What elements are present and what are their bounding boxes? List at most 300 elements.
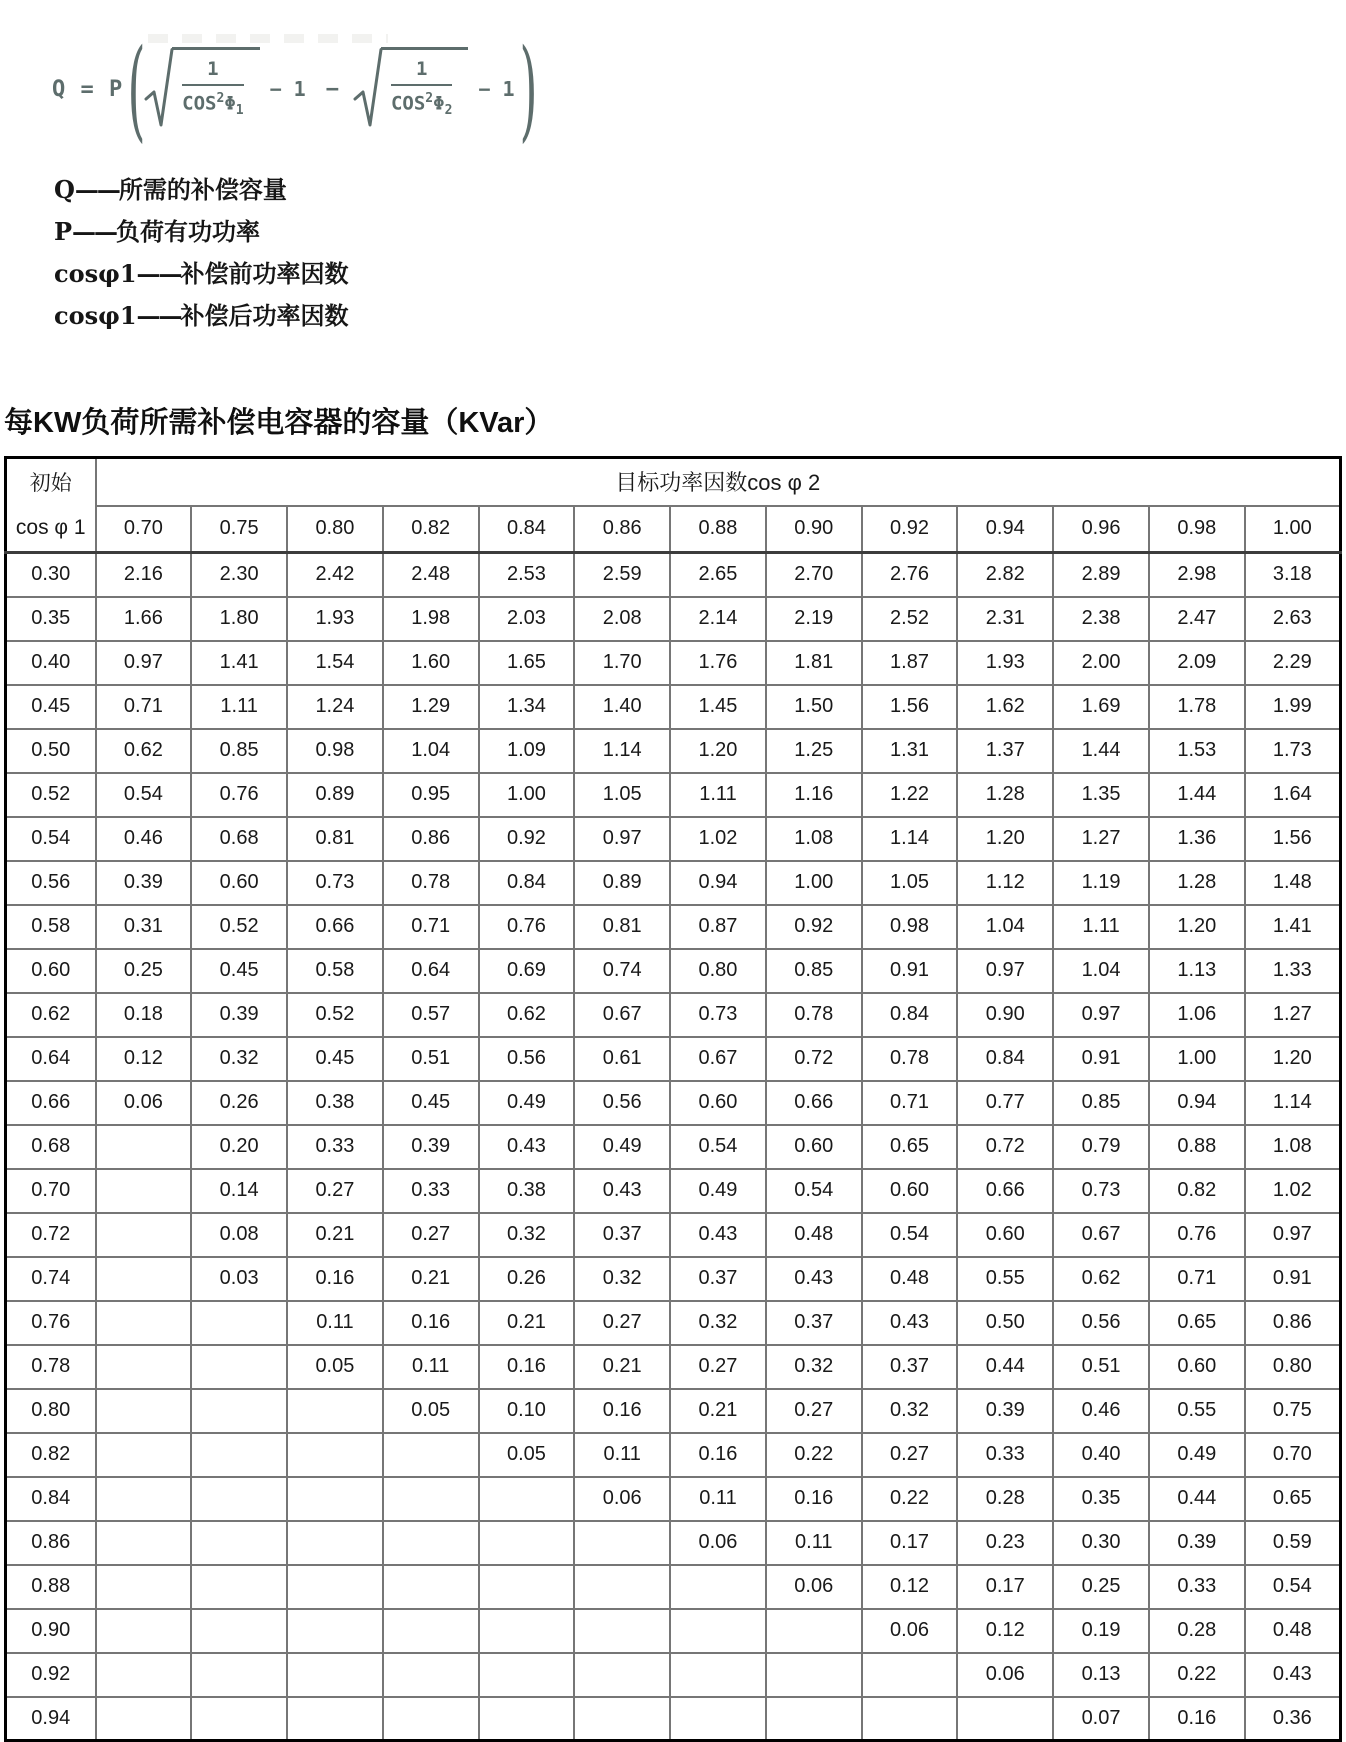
table-cell: 1.78 — [1149, 685, 1245, 729]
radical-icon — [144, 47, 174, 131]
table-cell: 1.98 — [383, 597, 479, 641]
table-cell: 2.29 — [1245, 641, 1341, 685]
table-cell: 0.27 — [766, 1389, 862, 1433]
table-cell — [96, 1301, 192, 1345]
table-cell: 0.05 — [287, 1345, 383, 1389]
row-label: 0.90 — [6, 1609, 96, 1653]
table-cell: 0.26 — [479, 1257, 575, 1301]
legend-text: 补偿后功率因数 — [180, 303, 349, 330]
table-cell: 0.20 — [191, 1125, 287, 1169]
table-cell — [191, 1477, 287, 1521]
row-label: 0.64 — [6, 1037, 96, 1081]
table-cell: 0.32 — [191, 1037, 287, 1081]
table-cell: 0.05 — [479, 1433, 575, 1477]
table-cell — [191, 1565, 287, 1609]
table-cell: 0.38 — [287, 1081, 383, 1125]
table-cell: 1.00 — [479, 773, 575, 817]
table-row — [6, 1213, 1341, 1257]
table-row — [6, 1477, 1341, 1521]
table-cell: 0.52 — [287, 993, 383, 1037]
cos-text: COS — [390, 92, 426, 115]
table-cell: 0.56 — [479, 1037, 575, 1081]
table-cell — [287, 1697, 383, 1741]
subscript-1: 1 — [235, 103, 244, 119]
row-label: 0.54 — [6, 817, 96, 861]
table-cell: 2.48 — [383, 553, 479, 597]
phi-symbol: Φ — [224, 92, 236, 115]
table-cell: 1.11 — [1053, 905, 1149, 949]
legend-item-cosphi1 — [54, 254, 1346, 296]
table-cell: 0.52 — [191, 905, 287, 949]
table-cell: 3.18 — [1245, 553, 1341, 597]
table-cell: 0.40 — [1053, 1433, 1149, 1477]
column-header: 0.96 — [1053, 506, 1149, 553]
row-label: 0.78 — [6, 1345, 96, 1389]
table-cell: 0.11 — [574, 1433, 670, 1477]
table-cell: 1.08 — [1245, 1125, 1341, 1169]
table-cell: 0.67 — [1053, 1213, 1149, 1257]
table-cell: 0.56 — [574, 1081, 670, 1125]
table-cell: 0.67 — [574, 993, 670, 1037]
table-cell: 0.98 — [862, 905, 958, 949]
table-cell: 0.64 — [383, 949, 479, 993]
table-cell: 0.60 — [191, 861, 287, 905]
table-cell: 0.16 — [1149, 1697, 1245, 1741]
table-cell: 0.55 — [957, 1257, 1053, 1301]
table-row — [6, 1697, 1341, 1741]
table-cell: 2.65 — [670, 553, 766, 597]
table-row — [6, 1565, 1341, 1609]
table-cell: 1.50 — [766, 685, 862, 729]
row-label: 0.35 — [6, 597, 96, 641]
table-cell: 0.55 — [1149, 1389, 1245, 1433]
table-cell — [479, 1565, 575, 1609]
column-header: 0.80 — [287, 506, 383, 553]
table-cell: 2.52 — [862, 597, 958, 641]
span-header-row — [6, 458, 1341, 506]
table-cell: 0.21 — [479, 1301, 575, 1345]
row-label: 0.50 — [6, 729, 96, 773]
table-cell: 0.89 — [574, 861, 670, 905]
row-label: 0.86 — [6, 1521, 96, 1565]
table-row — [6, 1345, 1341, 1389]
legend-symbol: cosφ1 — [54, 259, 137, 288]
table-cell: 0.21 — [287, 1213, 383, 1257]
table-cell: 1.14 — [1245, 1081, 1341, 1125]
table-cell: 1.20 — [1149, 905, 1245, 949]
table-row — [6, 773, 1341, 817]
exponent: 2 — [425, 91, 434, 106]
table-cell: 1.13 — [1149, 949, 1245, 993]
table-cell: 0.16 — [766, 1477, 862, 1521]
table-cell: 0.84 — [957, 1037, 1053, 1081]
table-cell: 1.02 — [670, 817, 766, 861]
row-label: 0.68 — [6, 1125, 96, 1169]
row-label: 0.80 — [6, 1389, 96, 1433]
table-cell — [287, 1477, 383, 1521]
table-cell: 0.39 — [1149, 1521, 1245, 1565]
row-label: 0.60 — [6, 949, 96, 993]
table-cell: 1.19 — [1053, 861, 1149, 905]
table-cell: 0.65 — [862, 1125, 958, 1169]
table-cell: 0.86 — [1245, 1301, 1341, 1345]
table-cell: 0.37 — [862, 1345, 958, 1389]
table-cell: 2.31 — [957, 597, 1053, 641]
column-header: 0.92 — [862, 506, 958, 553]
table-cell: 0.85 — [1053, 1081, 1149, 1125]
table-cell: 0.39 — [191, 993, 287, 1037]
table-cell: 0.73 — [1053, 1169, 1149, 1213]
table-cell: 0.72 — [766, 1037, 862, 1081]
table-cell: 0.54 — [1245, 1565, 1341, 1609]
table-cell: 2.70 — [766, 553, 862, 597]
table-cell — [383, 1477, 479, 1521]
table-cell: 2.09 — [1149, 641, 1245, 685]
table-cell: 1.62 — [957, 685, 1053, 729]
table-cell: 0.97 — [574, 817, 670, 861]
table-cell: 0.43 — [862, 1301, 958, 1345]
table-cell: 1.05 — [862, 861, 958, 905]
table-cell: 0.89 — [287, 773, 383, 817]
table-cell: 0.23 — [957, 1521, 1053, 1565]
column-header: 0.98 — [1149, 506, 1245, 553]
table-cell: 0.22 — [862, 1477, 958, 1521]
table-cell: 0.12 — [862, 1565, 958, 1609]
table-row — [6, 817, 1341, 861]
table-cell: 0.36 — [1245, 1697, 1341, 1741]
table-cell: 1.41 — [191, 641, 287, 685]
table-cell: 1.64 — [1245, 773, 1341, 817]
minus-one-2: − 1 — [478, 77, 515, 101]
table-cell — [479, 1477, 575, 1521]
cos-text: COS — [182, 92, 217, 115]
table-cell: 1.93 — [957, 641, 1053, 685]
table-cell: 0.17 — [957, 1565, 1053, 1609]
minus-separator: − — [325, 76, 339, 102]
table-cell: 0.71 — [862, 1081, 958, 1125]
table-cell: 1.04 — [383, 729, 479, 773]
table-cell: 0.97 — [957, 949, 1053, 993]
table-cell: 0.66 — [287, 905, 383, 949]
table-cell: 0.43 — [766, 1257, 862, 1301]
table-row — [6, 1389, 1341, 1433]
table-row — [6, 1521, 1341, 1565]
table-cell — [191, 1389, 287, 1433]
table-cell: 1.22 — [862, 773, 958, 817]
table-cell: 1.76 — [670, 641, 766, 685]
table-cell: 0.12 — [96, 1037, 192, 1081]
table-cell — [191, 1345, 287, 1389]
table-cell: 0.61 — [574, 1037, 670, 1081]
table-cell: 2.53 — [479, 553, 575, 597]
table-cell: 0.85 — [766, 949, 862, 993]
sqrt-term-1 — [144, 47, 259, 131]
table-cell: 0.97 — [96, 641, 192, 685]
denominator-2 — [391, 90, 452, 118]
table-cell: 1.93 — [287, 597, 383, 641]
table-cell: 0.06 — [862, 1609, 958, 1653]
table-cell: 0.65 — [1149, 1301, 1245, 1345]
table-cell — [191, 1697, 287, 1741]
table-cell — [191, 1521, 287, 1565]
table-cell — [383, 1521, 479, 1565]
table-cell: 0.56 — [1053, 1301, 1149, 1345]
table-cell — [287, 1433, 383, 1477]
table-cell: 0.98 — [287, 729, 383, 773]
table-cell: 0.27 — [670, 1345, 766, 1389]
table-cell: 1.27 — [1053, 817, 1149, 861]
table-cell: 0.88 — [1149, 1125, 1245, 1169]
table-cell: 0.11 — [287, 1301, 383, 1345]
row-label: 0.82 — [6, 1433, 96, 1477]
legend-dash: —— — [72, 217, 117, 246]
table-cell: 0.45 — [287, 1037, 383, 1081]
table-cell — [766, 1697, 862, 1741]
table-cell: 0.59 — [1245, 1521, 1341, 1565]
table-cell: 0.84 — [479, 861, 575, 905]
table-cell: 1.28 — [957, 773, 1053, 817]
table-row — [6, 553, 1341, 597]
table-cell: 1.41 — [1245, 905, 1341, 949]
table-cell: 0.62 — [96, 729, 192, 773]
table-cell: 0.30 — [1053, 1521, 1149, 1565]
column-header: 0.88 — [670, 506, 766, 553]
table-cell: 1.53 — [1149, 729, 1245, 773]
table-cell — [287, 1565, 383, 1609]
table-cell: 0.43 — [574, 1169, 670, 1213]
row-label: 0.88 — [6, 1565, 96, 1609]
legend-text: 补偿前功率因数 — [180, 261, 349, 288]
row-label: 0.66 — [6, 1081, 96, 1125]
row-label: 0.84 — [6, 1477, 96, 1521]
table-cell: 2.16 — [96, 553, 192, 597]
table-cell: 0.75 — [1245, 1389, 1341, 1433]
table-cell: 2.14 — [670, 597, 766, 641]
table-cell — [96, 1653, 192, 1697]
table-cell: 2.89 — [1053, 553, 1149, 597]
table-cell — [96, 1609, 192, 1653]
table-cell: 0.27 — [574, 1301, 670, 1345]
table-cell — [670, 1609, 766, 1653]
table-cell: 0.32 — [670, 1301, 766, 1345]
table-cell: 0.71 — [96, 685, 192, 729]
table-cell: 2.03 — [479, 597, 575, 641]
table-cell — [96, 1345, 192, 1389]
table-cell: 0.45 — [191, 949, 287, 993]
table-row — [6, 861, 1341, 905]
table-cell: 0.32 — [574, 1257, 670, 1301]
table-cell — [574, 1697, 670, 1741]
table-cell: 0.78 — [862, 1037, 958, 1081]
table-cell: 0.10 — [479, 1389, 575, 1433]
table-cell: 0.16 — [383, 1301, 479, 1345]
table-cell: 0.44 — [957, 1345, 1053, 1389]
table-cell — [96, 1433, 192, 1477]
phi-symbol: Φ — [433, 92, 445, 115]
table-cell — [766, 1609, 862, 1653]
legend-item-q — [54, 170, 1346, 212]
table-cell: 2.63 — [1245, 597, 1341, 641]
table-row — [6, 597, 1341, 641]
table-cell: 0.60 — [670, 1081, 766, 1125]
table-cell: 2.59 — [574, 553, 670, 597]
column-header: 0.90 — [766, 506, 862, 553]
table-cell — [957, 1697, 1053, 1741]
table-cell — [479, 1653, 575, 1697]
table-row — [6, 685, 1341, 729]
table-cell: 0.95 — [383, 773, 479, 817]
formula-legend — [54, 170, 1346, 338]
numerator-2: 1 — [391, 58, 452, 86]
table-cell: 0.49 — [1149, 1433, 1245, 1477]
table-cell: 0.84 — [862, 993, 958, 1037]
table-cell — [191, 1433, 287, 1477]
row-label: 0.70 — [6, 1169, 96, 1213]
table-cell: 0.26 — [191, 1081, 287, 1125]
table-cell: 0.90 — [957, 993, 1053, 1037]
table-cell — [96, 1125, 192, 1169]
table-cell: 0.16 — [574, 1389, 670, 1433]
table-cell: 1.16 — [766, 773, 862, 817]
numerator-1: 1 — [182, 58, 243, 86]
table-cell: 0.33 — [957, 1433, 1053, 1477]
table-cell: 1.00 — [766, 861, 862, 905]
row-label: 0.52 — [6, 773, 96, 817]
table-cell: 0.80 — [670, 949, 766, 993]
table-cell — [574, 1521, 670, 1565]
table-cell: 1.14 — [862, 817, 958, 861]
table-cell: 1.44 — [1149, 773, 1245, 817]
table-cell: 1.56 — [1245, 817, 1341, 861]
table-cell: 0.82 — [1149, 1169, 1245, 1213]
table-cell — [766, 1653, 862, 1697]
open-paren: ( — [127, 25, 146, 153]
table-cell — [383, 1565, 479, 1609]
column-header: 0.75 — [191, 506, 287, 553]
formula-lhs: Q = P — [52, 76, 124, 102]
table-cell: 0.39 — [96, 861, 192, 905]
sqrt-term-2 — [353, 47, 468, 131]
legend-item-p — [54, 212, 1346, 254]
table-cell: 0.71 — [1149, 1257, 1245, 1301]
table-cell: 1.73 — [1245, 729, 1341, 773]
table-cell: 0.35 — [1053, 1477, 1149, 1521]
table-cell: 0.33 — [1149, 1565, 1245, 1609]
table-row — [6, 1653, 1341, 1697]
table-cell: 0.38 — [479, 1169, 575, 1213]
table-cell: 0.12 — [957, 1609, 1053, 1653]
table-cell — [574, 1653, 670, 1697]
table-cell: 1.12 — [957, 861, 1053, 905]
row-label: 0.76 — [6, 1301, 96, 1345]
table-cell: 0.46 — [1053, 1389, 1149, 1433]
table-cell — [96, 1389, 192, 1433]
table-cell: 0.77 — [957, 1081, 1053, 1125]
table-row — [6, 993, 1341, 1037]
table-cell: 1.20 — [1245, 1037, 1341, 1081]
table-cell: 0.80 — [1245, 1345, 1341, 1389]
table-cell — [287, 1521, 383, 1565]
table-cell: 0.18 — [96, 993, 192, 1037]
table-cell: 0.25 — [1053, 1565, 1149, 1609]
corner-line2: cos φ 1 — [15, 516, 86, 539]
table-cell: 0.33 — [287, 1125, 383, 1169]
table-cell: 2.47 — [1149, 597, 1245, 641]
table-cell: 0.50 — [957, 1301, 1053, 1345]
table-cell: 0.54 — [670, 1125, 766, 1169]
table-cell: 2.30 — [191, 553, 287, 597]
table-cell: 0.16 — [479, 1345, 575, 1389]
table-cell: 0.28 — [957, 1477, 1053, 1521]
table-cell — [96, 1521, 192, 1565]
table-cell: 0.45 — [383, 1081, 479, 1125]
table-cell: 0.94 — [670, 861, 766, 905]
table-cell — [862, 1697, 958, 1741]
table-cell: 0.97 — [1053, 993, 1149, 1037]
table-cell: 0.72 — [957, 1125, 1053, 1169]
table-cell: 0.25 — [96, 949, 192, 993]
table-cell: 0.60 — [957, 1213, 1053, 1257]
table-cell — [383, 1653, 479, 1697]
table-cell — [574, 1609, 670, 1653]
table-cell: 1.54 — [287, 641, 383, 685]
table-cell: 0.37 — [574, 1213, 670, 1257]
table-cell: 0.97 — [1245, 1213, 1341, 1257]
table-cell: 0.62 — [1053, 1257, 1149, 1301]
table-cell: 0.14 — [191, 1169, 287, 1213]
table-cell: 0.66 — [766, 1081, 862, 1125]
legend-symbol: cosφ1 — [54, 301, 137, 330]
radicand-2 — [381, 47, 468, 118]
compensation-capacity-table — [4, 456, 1342, 1742]
column-header: 0.84 — [479, 506, 575, 553]
table-cell: 0.48 — [862, 1257, 958, 1301]
table-cell: 2.82 — [957, 553, 1053, 597]
table-cell: 0.68 — [191, 817, 287, 861]
table-cell: 1.25 — [766, 729, 862, 773]
table-cell: 1.45 — [670, 685, 766, 729]
table-cell — [191, 1301, 287, 1345]
table-cell: 0.37 — [766, 1301, 862, 1345]
table-cell — [670, 1653, 766, 1697]
table-cell — [287, 1653, 383, 1697]
denominator-1 — [182, 90, 243, 118]
table-cell — [479, 1609, 575, 1653]
table-cell: 0.11 — [670, 1477, 766, 1521]
table-cell: 1.36 — [1149, 817, 1245, 861]
legend-dash: —— — [136, 259, 181, 288]
table-cell: 0.21 — [574, 1345, 670, 1389]
table-cell: 2.76 — [862, 553, 958, 597]
corner-line1: 初始 — [29, 472, 72, 495]
table-cell: 0.46 — [96, 817, 192, 861]
table-cell: 0.11 — [766, 1521, 862, 1565]
table-cell — [383, 1697, 479, 1741]
table-row — [6, 1125, 1341, 1169]
table-cell: 0.31 — [96, 905, 192, 949]
table-cell: 0.91 — [862, 949, 958, 993]
table-cell: 0.70 — [1245, 1433, 1341, 1477]
table-cell: 0.58 — [287, 949, 383, 993]
table-cell: 0.21 — [670, 1389, 766, 1433]
table-cell: 1.37 — [957, 729, 1053, 773]
subscript-2: 2 — [444, 103, 453, 119]
table-cell: 1.87 — [862, 641, 958, 685]
table-title: 每KW负荷所需补偿电容器的容量（KVar） — [4, 407, 554, 439]
legend-text: 负荷有功功率 — [116, 219, 261, 246]
fraction-1 — [182, 58, 243, 118]
table-cell — [574, 1565, 670, 1609]
